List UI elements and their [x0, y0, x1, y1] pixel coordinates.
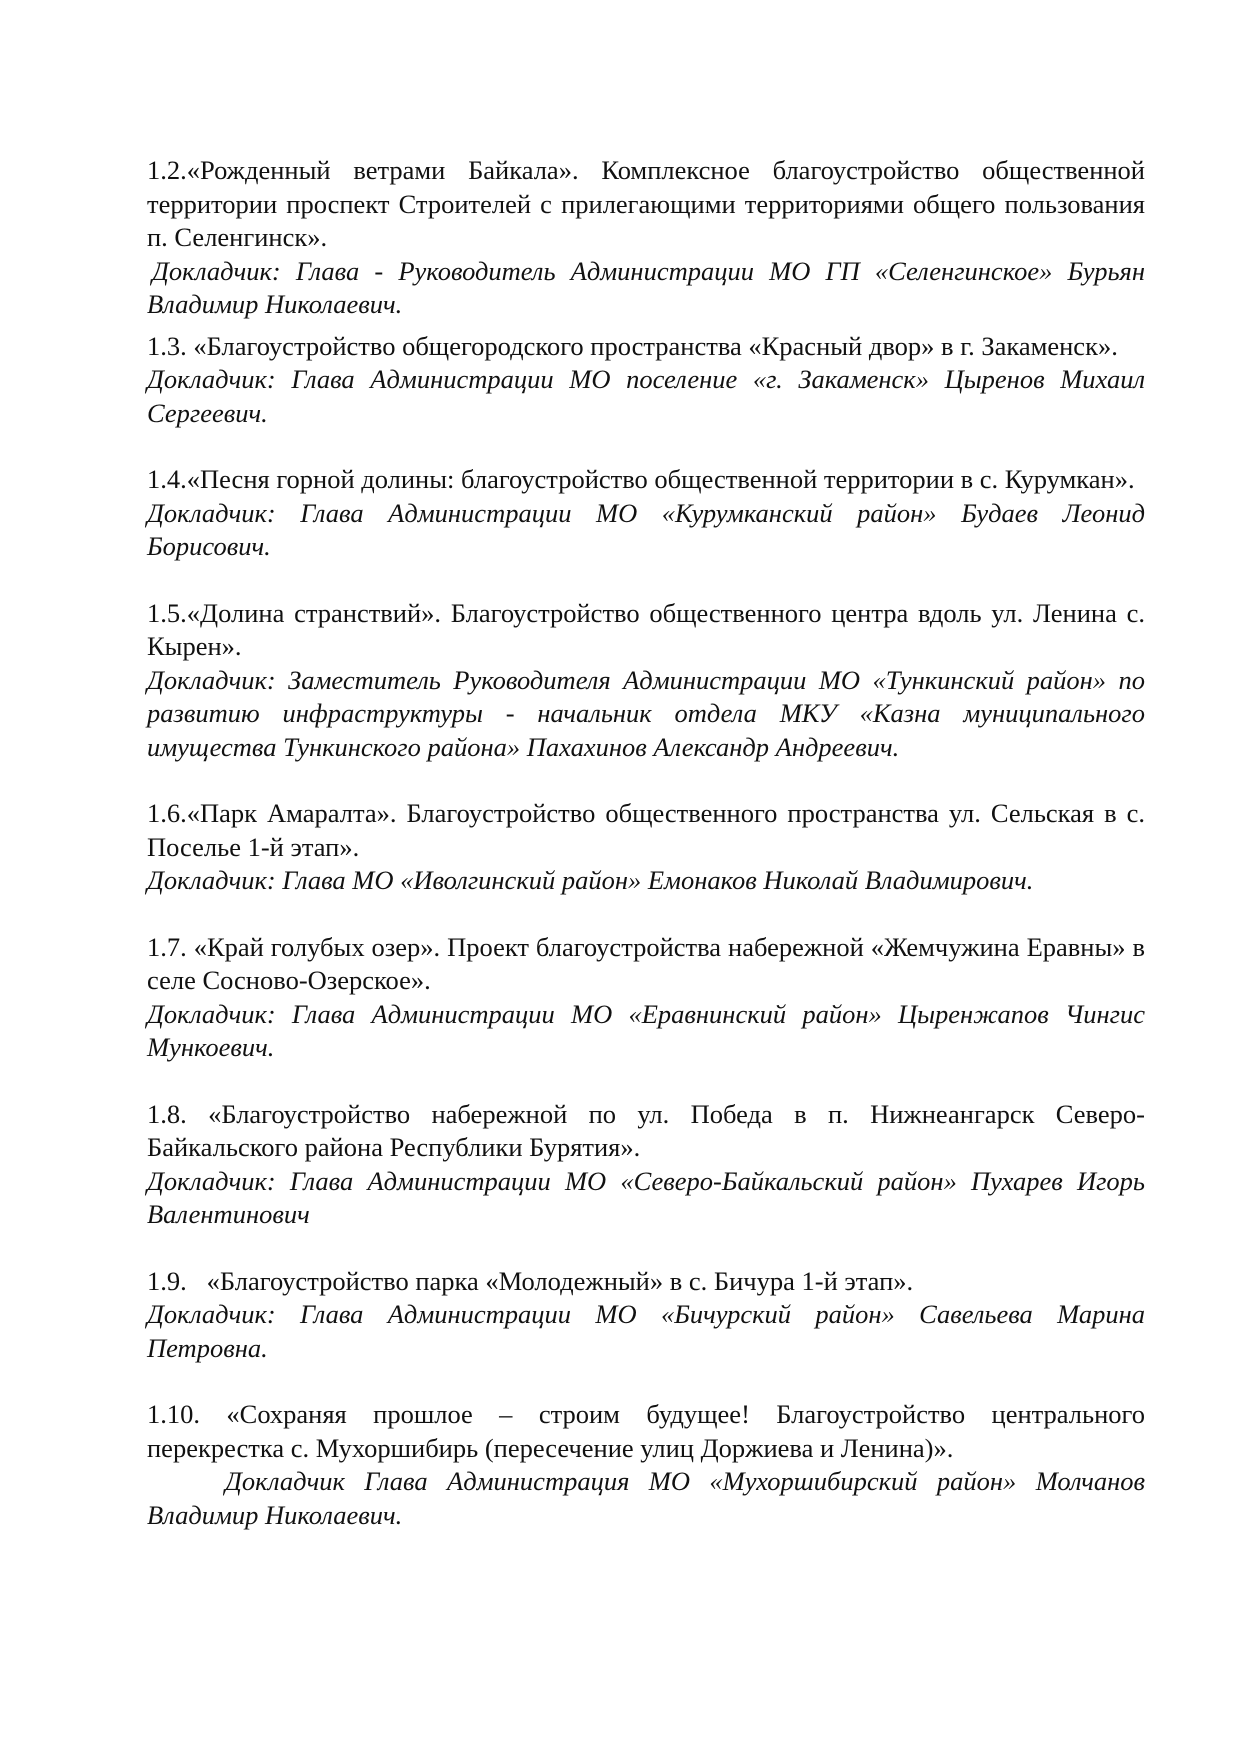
agenda-item-speaker: Докладчик: Заместитель Руководителя Администрации МО «Тункинский район» по развитию инфраструктуры - начальник отдела МКУ «Казна муниципального имущества Тункинского района» Пахахинов Александр Андреевич.: [147, 664, 1145, 762]
agenda-item-1-5: [147, 597, 1145, 765]
agenda-item-speaker: Докладчик: Глава Администрации МО «Северо-Байкальский район» Пухарев Игорь Валентинович: [147, 1165, 1145, 1229]
agenda-item-speaker: Докладчик: Глава МО «Иволгинский район» Емонаков Николай Владимирович.: [147, 865, 1034, 895]
agenda-item-speaker: Докладчик: Глава Администрации МО «Еравнинский район» Цыренжапов Чингис Мункоевич.: [147, 998, 1145, 1062]
agenda-item-title: 1.7. «Край голубых озер». Проект благоустройства набережной «Жемчужина Еравны» в селе Сосново-Озерское».: [147, 931, 1145, 995]
agenda-item-1-9: [147, 1265, 1145, 1366]
document-page: [147, 154, 1145, 1532]
agenda-item-speaker: Докладчик: Глава Администрации МО поселение «г. Закаменск» Цыренов Михаил Сергеевич.: [147, 364, 1145, 428]
agenda-item-title: 1.5.«Долина странствий». Благоустройство общественного центра вдоль ул. Ленина с. Кырен».: [147, 597, 1145, 661]
agenda-item-title: 1.2.«Рожденный ветрами Байкала». Комплексное благоустройство общественной территории проспект Строителей с прилегающими территориями общего пользования п. Селенгинск».: [147, 155, 1145, 252]
agenda-item-title: 1.8. «Благоустройство набережной по ул. Победа в п. Нижнеангарск Северо-Байкальского района Республики Бурятия».: [147, 1098, 1145, 1162]
agenda-item-1-6: [147, 797, 1145, 898]
agenda-item-title: 1.10. «Сохраняя прошлое – строим будущее! Благоустройство центрального перекрестка с. Мухоршибирь (пересечение улиц Доржиева и Ленина)».: [147, 1399, 1145, 1463]
agenda-item-speaker: Докладчик: Глава - Руководитель Администрации МО ГП «Селенгинское» Бурьян Владимир Николаевич.: [147, 255, 1145, 319]
agenda-item-title: 1.9. «Благоустройство парка «Молодежный» в с. Бичура 1-й этап».: [147, 1265, 914, 1296]
agenda-item-1-8: [147, 1098, 1145, 1232]
agenda-item-1-3: [147, 330, 1145, 431]
agenda-item-1-2: [147, 154, 1145, 322]
agenda-item-title: 1.4.«Песня горной долины: благоустройство общественной территории в с. Курумкан».: [147, 464, 1135, 494]
agenda-item-1-10: [147, 1398, 1145, 1532]
agenda-item-1-4: [147, 463, 1145, 564]
agenda-item-speaker: Докладчик: Глава Администрации МО «Бичурский район» Савельева Марина Петровна.: [147, 1299, 1145, 1363]
agenda-item-speaker: Докладчик: Глава Администрации МО «Курумканский район» Будаев Леонид Борисович.: [147, 497, 1145, 561]
agenda-item-title: 1.3. «Благоустройство общегородского пространства «Красный двор» в г. Закаменск».: [147, 330, 1118, 361]
agenda-item-title: 1.6.«Парк Амаралта». Благоустройство общественного пространства ул. Сельская в с. Поселье 1-й этап».: [147, 798, 1145, 862]
agenda-item-1-7: [147, 931, 1145, 1065]
agenda-item-speaker: Докладчик Глава Администрация МО «Мухоршибирский район» Молчанов Владимир Николаевич.: [147, 1466, 1145, 1530]
